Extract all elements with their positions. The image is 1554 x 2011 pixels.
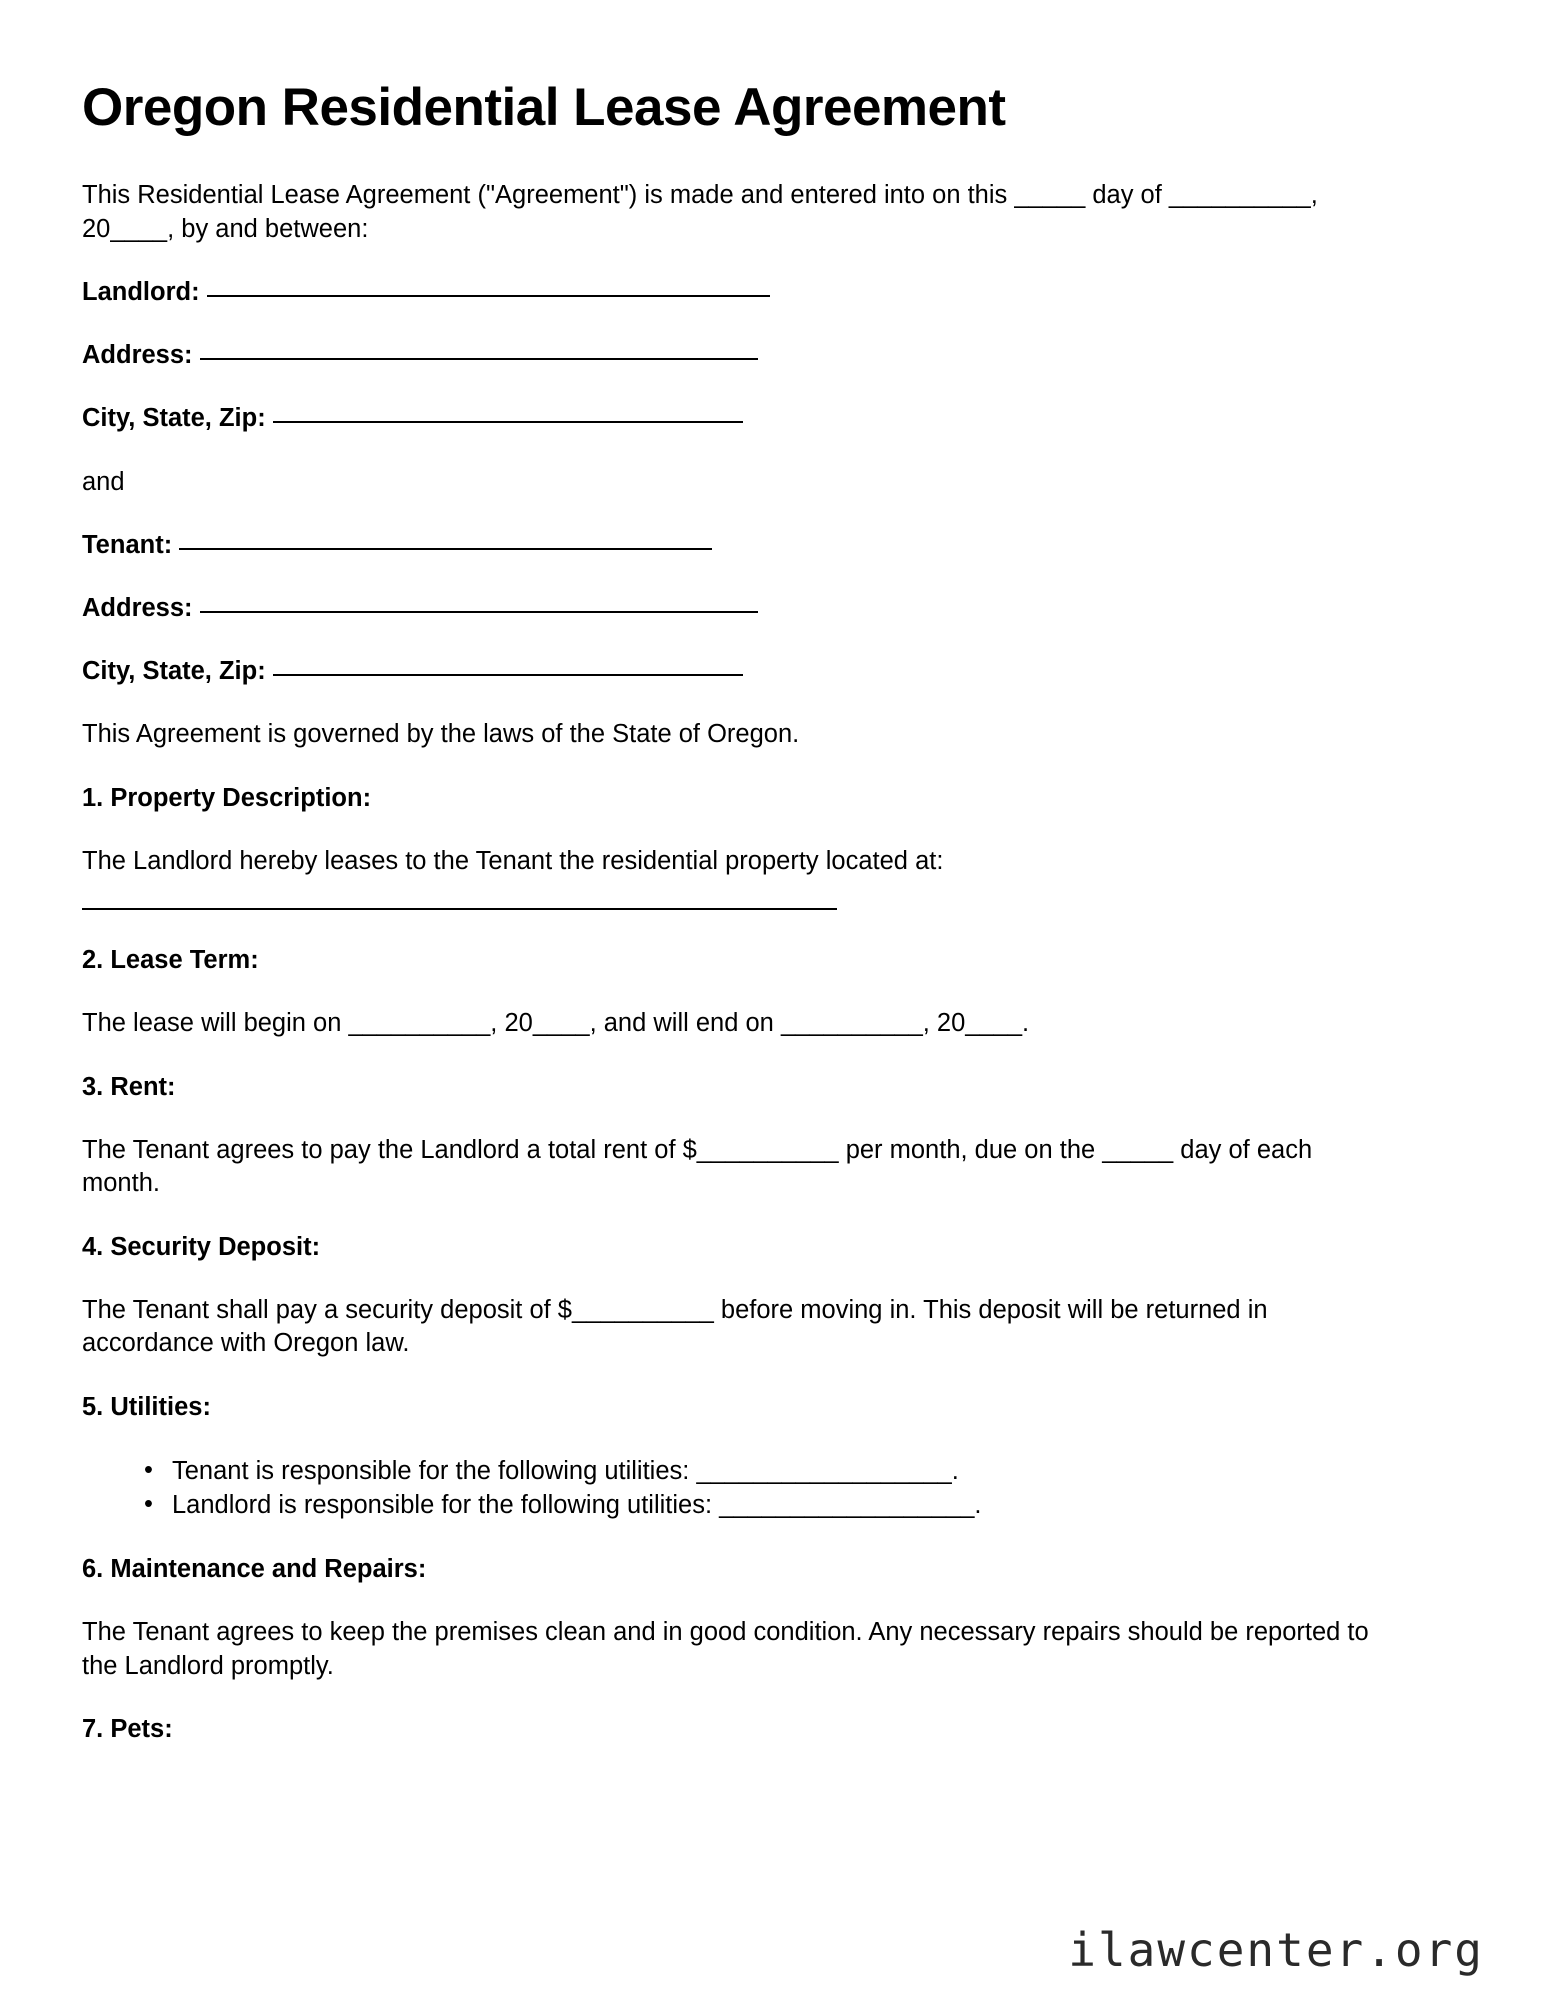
section-body-lease-term: The lease will begin on __________, 20____, and will end on __________, 20____. (82, 1009, 1030, 1038)
tenant-city-input-line[interactable] (273, 674, 743, 676)
landlord-city-label: City, State, Zip: (82, 404, 266, 433)
section-heading-utilities: 5. Utilities: (82, 1392, 211, 1421)
section-body-security-deposit: The Tenant shall pay a security deposit of $__________ before moving in. This deposit will be returned in accordance with Oregon law. (82, 1295, 1268, 1358)
list-item: • Landlord is responsible for the following utilities: __________________. (144, 1488, 1472, 1523)
landlord-field-row (82, 276, 1472, 309)
section-body-property-description: The Landlord hereby leases to the Tenant the residential property located at: (82, 846, 944, 875)
landlord-address-input-line[interactable] (200, 358, 758, 360)
landlord-input-line[interactable] (207, 295, 770, 297)
section-heading-pets: 7. Pets: (82, 1715, 173, 1744)
tenant-address-input-line[interactable] (200, 611, 758, 613)
tenant-field-row (82, 529, 1472, 562)
list-item: • Tenant is responsible for the following utilities: __________________. (144, 1454, 1472, 1489)
tenant-address-field-row (82, 592, 1472, 625)
section-heading-rent: 3. Rent: (82, 1072, 176, 1101)
tenant-address-label: Address: (82, 594, 193, 623)
governing-law-paragraph: This Agreement is governed by the laws of the State of Oregon. (82, 720, 800, 749)
landlord-city-field-row (82, 402, 1472, 435)
section-body-rent: The Tenant agrees to pay the Landlord a total rent of $__________ per month, due on the _____ day of each month. (82, 1135, 1313, 1198)
section-heading-maintenance-and-repairs: 6. Maintenance and Repairs: (82, 1555, 427, 1584)
section-heading-lease-term: 2. Lease Term: (82, 946, 259, 975)
watermark: ilawcenter.org (1068, 1923, 1484, 1977)
landlord-city-input-line[interactable] (273, 421, 743, 423)
landlord-label: Landlord: (82, 278, 200, 307)
tenant-input-line[interactable] (179, 548, 712, 550)
landlord-address-field-row (82, 339, 1472, 372)
section-body-maintenance-and-repairs: The Tenant agrees to keep the premises clean and in good condition. Any necessary repairs should be reported to the Landlord promptly. (82, 1618, 1369, 1680)
section-heading-security-deposit: 4. Security Deposit: (82, 1232, 321, 1261)
section-heading-property-description: 1. Property Description: (82, 783, 372, 812)
landlord-address-label: Address: (82, 341, 193, 370)
intro-paragraph: This Residential Lease Agreement ("Agreement") is made and entered into on this _____ day of __________, 20____, by and between: (82, 181, 1318, 243)
property-address-input-line[interactable] (82, 908, 837, 910)
utilities-list (82, 1454, 1472, 1523)
tenant-city-field-row (82, 655, 1472, 688)
tenant-label: Tenant: (82, 530, 173, 559)
tenant-city-label: City, State, Zip: (82, 657, 266, 686)
page-title: Oregon Residential Lease Agreement (82, 78, 1006, 137)
and-connector: and (82, 467, 125, 496)
